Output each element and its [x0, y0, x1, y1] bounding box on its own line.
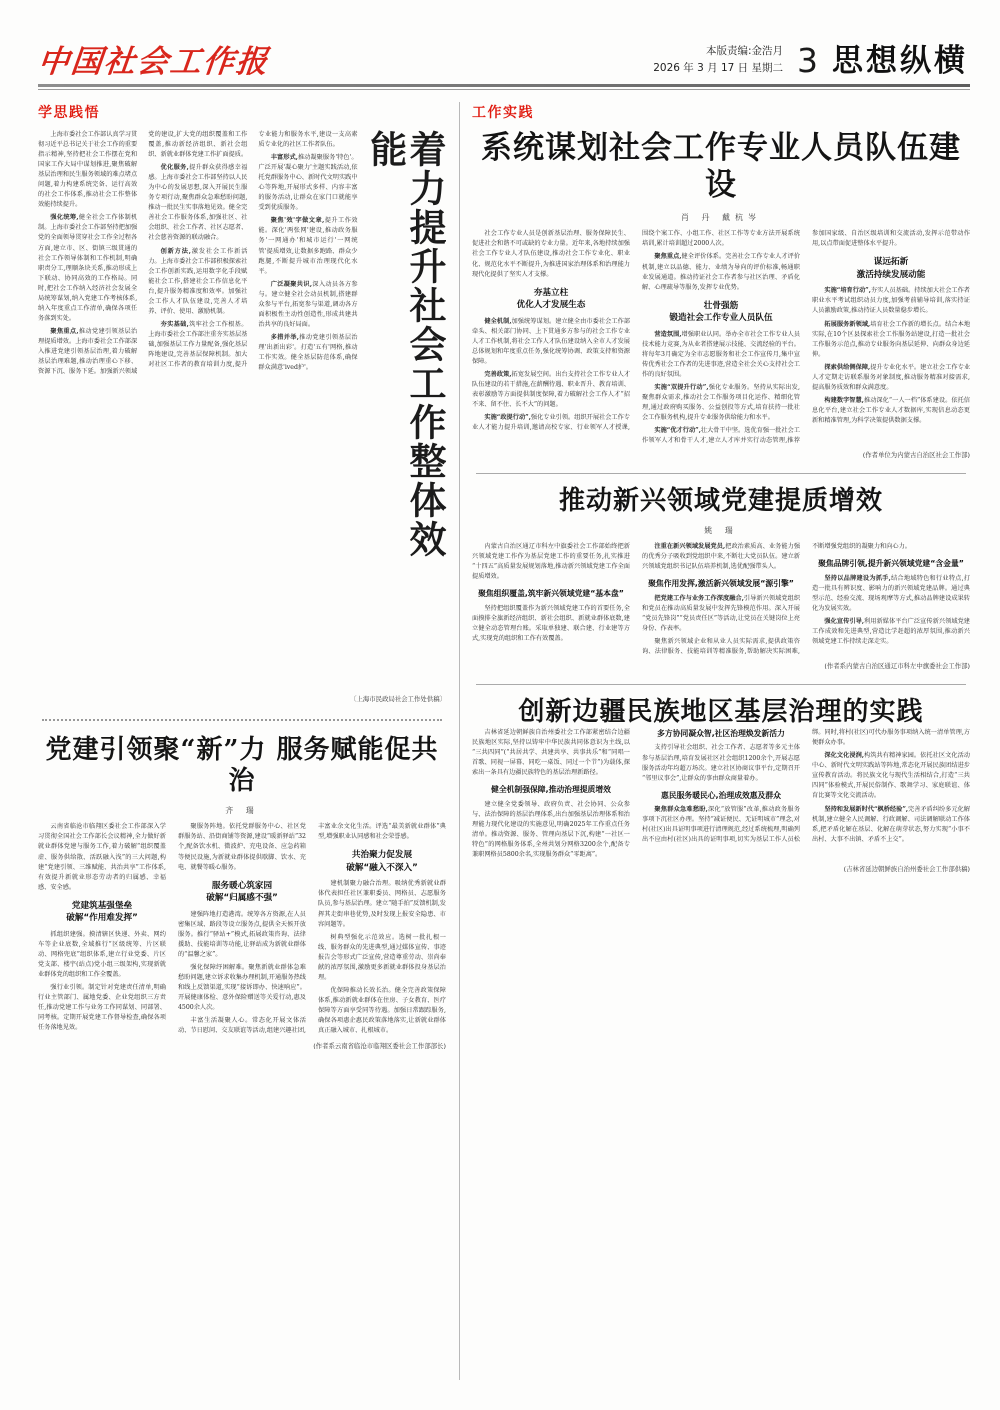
paragraph-lead: 探索供给侧保障,: [824, 363, 871, 371]
masthead: [0, 0, 1000, 78]
paragraph-lead: 强化宣传引导,: [824, 617, 864, 625]
r-article3-source: (吉林省延边朝鲜族自治州委社会工作部供稿): [843, 864, 970, 873]
column-divider: [446, 102, 472, 1380]
article1-title[interactable]: 着力提升社会工作整体效能: [363, 130, 447, 559]
r-article1-source: (作者单位为内蒙古自治区社会工作部): [862, 451, 970, 460]
body-paragraph: 深化文化浸润,构筑共有精神家园。依托社区文化活动中心、新时代文明实践站等阵地,常态化开展民族团结进步宣传教育活动。将民族文化与现代生活相结合,打造“三共四同”体验模式,开展民俗制作、歌舞学习、家庭联谊、体育比赛等文化交流活动。: [812, 752, 970, 800]
paragraph-lead: 丰富形式,: [270, 154, 298, 162]
paragraph-lead: 强化统筹,: [50, 214, 79, 222]
body-paragraph: 聚焦'效'字做文章,提升工作效能。深化'两张网'建设,推动政务服务'一网通办'和城市运行'一网统管'提质增效,让数据多跑路、群众少跑腿,不断提升城市治理现代化水平。: [258, 217, 358, 275]
body-paragraph: 多措并举,推动党建引领基层治理'出新出彩'。打造'五有'网格,推动工作实效。健全基层防范体系,确保群众满意'ived护'。: [258, 333, 358, 372]
paragraph-lead: 聚焦群众急难愁盼,: [654, 805, 708, 813]
body-paragraph: 内蒙古自治区通辽市科左中旗委社会工作部始终把新兴领域党建工作作为基层党建工作的重要任务,扎实推进“十四五”高质量发展规划落地,推动新兴领域党建工作全面提质增效。: [472, 543, 630, 581]
paragraph-lead: 创新方法,: [160, 247, 191, 255]
paragraph-lead: 优化服务,: [160, 164, 189, 172]
masthead-rule: [38, 84, 970, 87]
article1-body: [38, 130, 358, 675]
article2-source: (作者系云南省临沧市临翔区委社会工作部部长): [313, 1042, 446, 1051]
body-paragraph: 广泛凝聚共识,深入动员各方参与。建立健全社会动员机制,搭建群众参与平台,拓宽参与渠道,调动各方面积极性主动性创造性,形成共建共治共享的良好局面。: [258, 280, 358, 328]
body-paragraph: 实施“优才行动”,壮大骨干中坚。选优育强一批社会工作领军人才和骨干人才,建立人才库并实行动态管理,推荐参加国家级、自治区级培训和交流活动,发挥示范带动作用,以点带面促进整体水平提升。: [642, 230, 970, 445]
body-paragraph: 抓组织建强。摸清辖区快递、外卖、网约车等企业底数,全域推行“区级统筹、片区联动、网格兜底”组织体系,建立行业党委、片区党支部、楼宇(站点)党小组三级架构,实现新就业群体党的组织和工作全覆盖。: [38, 930, 166, 978]
right-column: [472, 102, 970, 1380]
section-name: 思想纵横: [832, 42, 968, 79]
r-article1-title[interactable]: 系统谋划社会工作专业人员队伍建设: [481, 130, 961, 204]
body-paragraph: 强化宣传引导,利用新媒体平台广泛宣传新兴领域党建工作成效和先进典型,营造比学赶超的浓厚氛围,推动新兴领域党建工作持续走深走实。: [812, 617, 970, 645]
divider-solid-2: [476, 684, 966, 685]
section-subheading: 惠民服务暖民心,治理成效惠及群众: [661, 790, 781, 800]
paragraph-lead: 注重在新兴领域发展党员,: [654, 543, 726, 551]
body-paragraph: 社会工作专业人员是创新基层治理、服务保障民生、促进社会和谐不可或缺的专业力量。近年来,各地持续加强社会工作专业人才队伍建设,推动社会工作专业化、职业化、规范化水平不断提升,为推进国家治理体系和治理能力现代化提供了坚实人才支撑。: [472, 230, 630, 278]
paragraph-lead: 实施“培育行动”,: [824, 287, 871, 295]
body-paragraph: 健全机制,加强统筹谋划。建立健全由市委社会工作部牵头、相关部门协同、上下贯通多方参与的社会工作专业人才工作机制,将社会工作人才队伍建设纳入全市人才发展总体规划和年度重点任务,强化统筹协调、政策支持和资源保障。: [472, 317, 631, 365]
body-paragraph: 上海市委社会工作部认真学习贯彻习近平总书记关于社会工作的重要指示精神,坚持把社会工作摆在党和国家工作大局中谋划推进,聚焦破解基层治理和民生服务领域的难点堵点问题,着力构建系统完备、运行高效的社会工作体系,推动社会工作整体效能持续提升。: [38, 131, 138, 209]
r-article2-title[interactable]: 推动新兴领域党建提质增效: [558, 486, 883, 517]
editor-line: 本版责编:金浩月: [705, 45, 783, 58]
paragraph-lead: 完善政策,: [484, 370, 512, 378]
body-paragraph: 坚持以品牌建设为抓手,结合地域特色和行业特点,打造一批具有辨识度、影响力的新兴领域党建品牌。通过典型示范、经验交流、现场观摩等方式,推动品牌建设成果转化为发展实效。: [812, 574, 970, 612]
divider-solid-1: [476, 473, 966, 474]
article2-body: [38, 822, 446, 1037]
date-line: 2026 年 3 月 17 日 星期二: [653, 61, 783, 74]
left-column: [38, 102, 446, 1380]
r-article1-byline: 肖 丹 戴杭岑: [680, 213, 762, 223]
masthead-meta: [653, 43, 783, 76]
body-paragraph: 吉林省延边朝鲜族自治州委社会工作部紧密结合边疆民族地区实际,坚持以铸牢中华民族共同体意识为主线,以“三共四同”(“共居共学、共建共享、共事共乐”和“同唱一首歌、同视一屏幕、同吃一桌饭、同过一个节”)为载体,探索出一条具有边疆民族特色的基层治理新路径。: [472, 729, 630, 777]
body-paragraph: 建强阵地打造港湾。统筹各方资源,在人员密集区域、路段等设立服务点,提供全天候开放服务。推行“驿站+”模式,拓展政策咨询、法律援助、技能培训等功能,让驿站成为新就业群体的“温馨之家”。: [178, 910, 306, 958]
r-article2-byline: 姚 瑞: [704, 526, 738, 536]
kicker-gongzuoshijian: 工作实践: [472, 105, 534, 121]
page-body: [0, 90, 1000, 1380]
masthead-right: [653, 40, 968, 80]
body-paragraph: 支持引导社会组织、社会工作者、志愿者等多元主体参与基层治理,培育发展社区社会组织1200余个,开展志愿服务活动年均超万场次。建立社区协商议事平台,定期召开“邻里议事会”,让群众的事由群众商量着办。: [642, 744, 800, 782]
body-paragraph: 丰富形式,推动凝聚服务'特色'。广泛开展'凝心聚力'主题实践活动,依托党群服务中心、新时代文明实践中心等阵地,开展形式多样、内容丰富的服务活动,让群众在家门口就能享受到优质服务。: [258, 154, 358, 212]
body-paragraph: 强行业引领。制定针对党建责任清单,明确行业主管部门、属地党委、企业党组织三方责任,推动党建工作与业务工作同谋划、同部署、同考核。定期开展党建工作督导检查,确保各项任务落地见效。: [38, 983, 166, 1032]
article2-byline: 齐 瑞: [225, 806, 259, 816]
body-paragraph: 强化保障纾困解难。聚焦新就业群体急难愁盼问题,建立诉求收集办理机制,开通服务热线和线上反馈渠道,实现“接诉即办、快速响应”。开展健康体检、意外保险赠送等关爱行动,惠及4500余人次。: [178, 963, 306, 1011]
paragraph-lead: 聚焦'效'字做文章,: [270, 217, 325, 225]
paragraph-lead: 坚持和发展新时代“枫桥经验”,: [824, 805, 909, 813]
section-subheading: 健全机制强保障,推动治理提质增效: [491, 785, 611, 795]
body-paragraph: 实施“政提行动”,强化专业引领。组织开展社会工作专业人才能力提升培训,邀请高校专家、行业领军人才授课,围绕个案工作、小组工作、社区工作等专业方法开展系统培训,累计培训超过2000人次。: [472, 230, 800, 431]
r-article3-body: [472, 728, 970, 860]
paragraph-lead: 实施“政提行动”,: [484, 413, 531, 421]
body-paragraph: 优化服务,提升群众获得感幸福感。上海市委社会工作部坚持以人民为中心的发展思想,深入开展民生服务专项行动,聚焦群众急难愁盼问题,推动一批民生实事落地见效。健全完善社会工作服务体系,加强社区、社会组织、社会工作者、社区志愿者、社会慈善资源的联动融合。: [148, 164, 248, 242]
article2-title[interactable]: 党建引领聚“新”力 服务赋能促共治: [45, 735, 439, 797]
newspaper-logo[interactable]: 中国社会工作报: [36, 44, 271, 80]
paragraph-lead: 聚焦重点,: [654, 253, 682, 261]
body-paragraph: 把党建工作与业务工作深度融合,引导新兴领域党组织和党员在推动高质量发展中发挥先锋模范作用。深入开展“党员先锋岗”“党员责任区”等活动,让党员在关键岗位上亮身份、作表率。: [642, 594, 801, 632]
body-paragraph: 坚持把组织覆盖作为新兴领域党建工作的首要任务,全面摸排全旗新经济组织、新社会组织、新就业群体底数,建立健全动态管理台账。采取单独建、联合建、行业建等方式,实现党的组织和工作有效覆盖。: [472, 604, 630, 642]
paragraph-lead: 坚持以品牌建设为抓手,: [824, 574, 891, 582]
body-paragraph: 聚焦新兴领域企业和从业人员实际需求,提供政策咨询、法律服务、技能培训等精准服务,帮助解决实际困难,不断增强党组织的凝聚力和向心力。: [642, 543, 911, 655]
body-paragraph: 创新方法,激发社会工作新活力。上海市委社会工作部积极探索社会工作创新实践,运用数字化手段赋能社会工作,搭建社会工作信息化平台,提升服务精准度和效率。加强社会工作人才队伍建设,完善人才培养、评价、使用、激励机制。: [148, 247, 248, 315]
paragraph-lead: 把党建工作与业务工作深度融合,: [654, 594, 744, 602]
article1-source: 〔上海市民政局社会工作处供稿〕: [350, 695, 446, 703]
body-paragraph: 建机制聚力融合治理。吸纳优秀新就业群体代表担任社区兼职委员、网格员、志愿服务队员,参与基层治理。建立“随手拍”反馈机制,发挥其走街串巷优势,及时发现上报安全隐患、市容问题等。: [318, 880, 446, 928]
paragraph-lead: 拓展服务新领域,: [824, 320, 871, 328]
body-paragraph: 注重在新兴领域发展党员,把政治素质高、业务能力强的优秀分子吸收到党组织中来,不断壮大党员队伍。建立新兴领域党组织书记队伍培养机制,选优配强带头人。: [642, 543, 801, 571]
paragraph-lead: 健全机制,: [484, 317, 512, 325]
section-subheading: 聚焦组织覆盖,筑牢新兴领域党建“基本盘”: [478, 589, 624, 599]
paragraph-lead: 广泛凝聚共识,: [270, 280, 312, 288]
body-paragraph: 完善政策,拓宽发展空间。出台支持社会工作专业人才队伍建设的若干措施,在薪酬待遇、职业晋升、教育培训、表彰激励等方面提供制度保障,着力破解社会工作人才“招不来、留不住、长不大”的问题。: [472, 370, 631, 408]
paragraph-lead: 夯实基础,: [160, 320, 189, 328]
body-paragraph: 实施“双提升行动”,强化专业服务。坚持从实际出发,聚焦群众需求,推动社会工作服务项目化运作、精细化管理,通过政府购买服务、公益创投等方式,培育扶持一批社会工作服务机构,提升专业服务供给能力和水平。: [642, 383, 800, 421]
body-paragraph: 聚服务阵地。依托党群服务中心、社区党群服务站、沿街商铺等资源,建设“暖新驿站”32个,配备饮水机、微波炉、充电设备、应急药箱等便民设施,为新就业群体提供歇脚、饮水、充电、就餐等暖心服务。: [178, 823, 306, 871]
body-paragraph: 营造氛围,增强职业认同。举办全市社会工作专业人员技术能力竞赛,为从业者搭建展示技能、交流经验的平台。将每年3月确定为全市志愿服务和社会工作宣传月,集中宣传优秀社会工作者的先进事迹,营造全社会关心支持社会工作的良好氛围。: [642, 330, 801, 378]
body-paragraph: 坚持和发展新时代“枫桥经验”,完善矛盾纠纷多元化解机制,建立健全人民调解、行政调解、司法调解联动工作体系,把矛盾化解在基层、化解在萌芽状态,努力实现“小事不出村、大事不出镇、矛盾不上交”。: [812, 805, 970, 843]
kicker-xuesijianwu: 学思践悟: [38, 105, 100, 121]
paragraph-lead: 实施“优才行动”,: [654, 426, 701, 434]
divider-dotted: [42, 719, 442, 721]
section-subheading: 共治聚力促发展 破解“融入不深入”: [346, 850, 418, 873]
body-paragraph: 聚焦重点,健全评价体系。完善社会工作专业人才评价机制,建立以品德、能力、业绩为导向的评价标准,畅通职业发展通道。推动持证社会工作者参与社区治理、矛盾化解、心理疏导等服务,发挥专业优势。: [642, 253, 801, 291]
section-subheading: 党建筑基强堡垒 破解“作用难发挥”: [66, 900, 138, 924]
body-paragraph: 丰富生活凝聚人心。常态化开展文体活动、节日慰问、交友联谊等活动,组建兴趣社团,丰富业余文化生活。评选“最美新就业群体”典型,增强职业认同感和社会荣誉感。: [178, 823, 446, 1035]
body-paragraph: 优保障推动长效长治。健全完善政策保障体系,推动新就业群体在住房、子女教育、医疗保障等方面享受同等待遇。加强日常跟踪服务,确保各项惠企惠民政策落地落实,让新就业群体真正融入城市、扎根城市。: [318, 986, 446, 1035]
body-paragraph: 树典型强化示范效应。选树一批扎根一线、服务群众的先进典型,通过媒体宣传、事迹报告会等形式广泛宣传,营造尊重劳动、崇尚奉献的浓厚氛围,激励更多新就业群体投身基层治理。: [318, 933, 446, 981]
body-paragraph: 聚焦群众急难愁盼,深化“放管服”改革,推动政务服务事项下沉社区办理。坚持“减证便民、无证明城市”理念,对村(社区)出具证明事项进行清理规范,经过系统梳理,明确列出不应由村(社区)出具的证明事项,切实为基层工作人员松绑。同时,将村(社区)可代办服务事项纳入统一清单管理,方便群众办事。: [642, 729, 970, 844]
section-subheading: 谋远拓新 激活持续发展动能: [856, 257, 926, 280]
body-paragraph: 强化统筹,健全社会工作体制机制。上海市委社会工作部坚持把加强党的全面领导贯穿社会工作全过程各方面,建立市、区、街镇三级贯通的社会工作领导体制和工作机制,明确职责分工,理顺条块关系,推动形成上下联动、协同高效的工作格局。同时,把社会工作纳入经济社会发展全局统筹谋划,纳入党建工作考核体系,纳入年度重点工作清单,确保各项任务落到实处。: [38, 214, 138, 322]
section-subheading: 夯基立柱 优化人才发展生态: [516, 287, 586, 311]
section-subheading: 壮骨强筋 锻造社会工作专业人员队伍: [669, 300, 773, 324]
body-paragraph: 云南省临沧市临翔区委社会工作部深入学习贯彻全国社会工作部长会议精神,全力做好新就业群体党建与服务工作,着力破解“组织覆盖虚、服务供给散、活跃融入浅”的三大问题,构建“党建引领、三维赋能、共治共享”工作体系,有效提升新就业形态劳动者的归属感、幸福感、安全感。: [38, 823, 166, 891]
page-number: 3: [797, 40, 818, 80]
body-paragraph: 实施“培育行动”,夯实人员基础。持续加大社会工作者职业水平考试组织动员力度,加强考前辅导培训,落实持证人员激励政策,推动持证人员数量稳步增长。: [812, 287, 970, 315]
body-paragraph: 聚焦重点,推动党建引领基层治理提质增效。上海市委社会工作部深入推进党建引领基层治理,着力破解基层治理难题,推动治理重心下移、资源下沉、服务下延。加强新兴领域党的建设,扩大党的组织覆盖和工作覆盖,推动新经济组织、新社会组织、新就业群体党建工作扩面提质。: [38, 131, 248, 376]
paragraph-lead: 深化文化浸润,: [824, 752, 864, 760]
body-paragraph: 构建数字智慧,推动深化“一人一档”体系建设。依托信息化平台,建立社会工作专业人才数据库,实现信息动态更新和精准管理,为科学决策提供数据支撑。: [812, 396, 970, 424]
body-paragraph: 建立健全党委领导、政府负责、社会协同、公众参与、法治保障的基层治理体系,出台加强基层治理体系和治理能力现代化建设的实施意见,明确2025年工作重点任务清单。推动资源、服务、管理向基层下沉,构建“一社区一特色”的网格服务体系,全州共划分网格3200余个,配备专兼职网格员5800余名,实现服务群众“零距离”。: [472, 800, 630, 858]
r-article2-body: [472, 542, 970, 657]
section-subheading: 多方协同凝众智,社区治理焕发新活力: [657, 729, 785, 739]
body-paragraph: 探索供给侧保障,提升专业化水平。建立社会工作专业人才定期走访联系服务对象制度,推动服务精准对接需求,提高服务质效和群众满意度。: [812, 363, 971, 391]
r-article1-body: [472, 229, 970, 446]
paragraph-lead: 聚焦重点,: [50, 327, 79, 335]
section-subheading: 服务暖心筑家园 破解“归属感不强”: [206, 880, 278, 904]
r-article2-source: (作者系内蒙古自治区通辽市科左中旗委社会工作部): [824, 661, 970, 670]
paragraph-lead: 实施“双提升行动”,: [654, 383, 709, 391]
paragraph-lead: 多措并举,: [270, 333, 299, 341]
paragraph-lead: 构建数字智慧,: [824, 396, 864, 404]
body-paragraph: 夯实基础,筑牢社会工作根基。上海市委社会工作部注重夯实基层基础,加强基层工作力量配备,强化基层阵地建设,完善基层保障机制。加大对社区工作者的教育培训力度,提升专业能力和服务水平,建设一支高素质专业化的社区工作者队伍。: [148, 131, 358, 369]
section-subheading: 聚焦品牌引领,提升新兴领域党建“含金量”: [818, 559, 964, 569]
section-subheading: 聚焦作用发挥,激活新兴领域发展“源引擎”: [648, 579, 794, 589]
paragraph-lead: 营造氛围,: [654, 330, 682, 338]
r-article3-title[interactable]: 创新边疆民族地区基层治理的实践: [518, 696, 924, 727]
body-paragraph: 拓展服务新领域,培育社会工作新的增长点。结合本地实际,在10个区县探索社会工作服务站建设,打造一批社会工作服务示范点,推动专业服务向基层延伸、向群众身边延伸。: [812, 320, 971, 358]
article-vertical-headline: [38, 130, 446, 690]
